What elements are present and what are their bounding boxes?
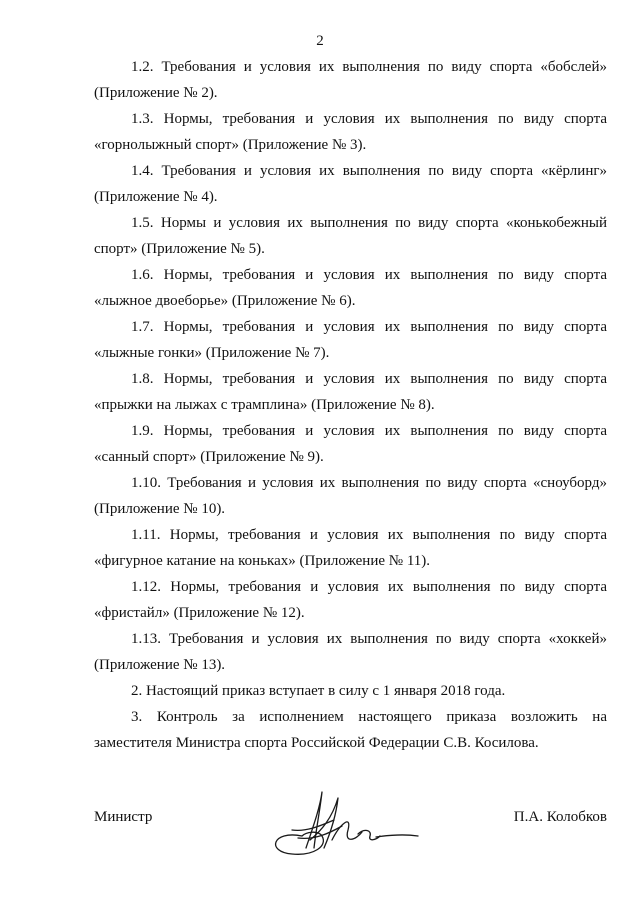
paragraph-1-13: 1.13. Требования и условия их выполнения по виду спорта «хоккей» (Приложение № 13). bbox=[94, 631, 607, 673]
signatory-name: П.А. Колобков bbox=[513, 809, 607, 825]
paragraph-1-6: 1.6. Нормы, требования и условия их выполнения по виду спорта «лыжное двоеборье» (Приложение № 6). bbox=[94, 267, 607, 309]
paragraph-1-7: 1.7. Нормы, требования и условия их выполнения по виду спорта «лыжные гонки» (Приложение № 7). bbox=[94, 319, 607, 361]
paragraph-1-11: 1.11. Нормы, требования и условия их выполнения по виду спорта «фигурное катание на коньках» (Приложение № 11). bbox=[94, 527, 607, 569]
paragraph-1-10: 1.10. Требования и условия их выполнения по виду спорта «сноуборд» (Приложение № 10). bbox=[94, 475, 607, 517]
page-number: 2 bbox=[316, 33, 324, 49]
handwritten-signature-icon bbox=[262, 790, 422, 860]
paragraph-1-5: 1.5. Нормы и условия их выполнения по виду спорта «конькобежный спорт» (Приложение № 5). bbox=[94, 215, 607, 257]
paragraph-2: 2. Настоящий приказ вступает в силу с 1 января 2018 года. bbox=[131, 683, 506, 699]
document-body bbox=[94, 54, 607, 756]
paragraph-1-12: 1.12. Нормы, требования и условия их выполнения по виду спорта «фристайл» (Приложение № 12). bbox=[94, 579, 607, 621]
paragraph-1-8: 1.8. Нормы, требования и условия их выполнения по виду спорта «прыжки на лыжах с трамплина» (Приложение № 8). bbox=[94, 371, 607, 413]
paragraph-3: 3. Контроль за исполнением настоящего приказа возложить на заместителя Министра спорта Российской Федерации С.В. Косилова. bbox=[94, 709, 607, 751]
paragraph-1-2: 1.2. Требования и условия их выполнения по виду спорта «бобслей» (Приложение № 2). bbox=[94, 59, 607, 101]
paragraph-1-9: 1.9. Нормы, требования и условия их выполнения по виду спорта «санный спорт» (Приложение № 9). bbox=[94, 423, 607, 465]
paragraph-1-4: 1.4. Требования и условия их выполнения по виду спорта «кёрлинг» (Приложение № 4). bbox=[94, 163, 607, 205]
signature-block bbox=[94, 790, 607, 870]
signatory-title: Министр bbox=[94, 809, 153, 825]
paragraph-1-3: 1.3. Нормы, требования и условия их выполнения по виду спорта «горнолыжный спорт» (Приложение № 3). bbox=[94, 111, 607, 153]
